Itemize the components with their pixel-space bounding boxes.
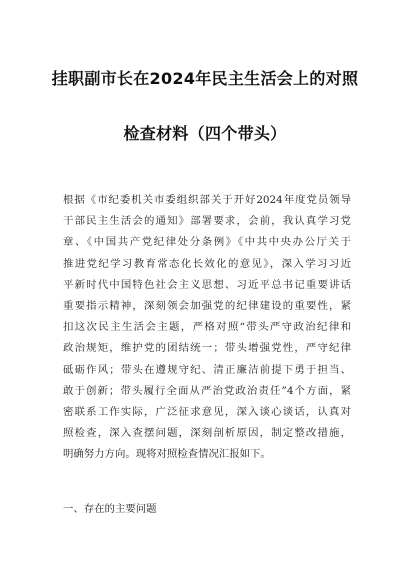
body-line: 干部民主生活会的通知》部署要求，会前，我认真学习党: [63, 215, 351, 228]
body-line: 政治规矩，维护党的团结统一；带头增强党性，严守纪律: [63, 342, 351, 355]
body-line: 重要指示精神，深刻领会加强党的纪律建设的重要性，紧: [63, 300, 351, 313]
body-line: 密联系工作实际，广泛征求意见，深入谈心谈话，认真对: [63, 406, 351, 419]
body-line: 扣这次民主生活会主题，严格对照“带头严守政治纪律和: [63, 321, 351, 334]
body-line: 明确努力方向。现将对照检查情况汇报如下。: [63, 448, 271, 461]
body-paragraph: [63, 190, 351, 466]
document-title-line-1: 挂职副市长在2024年民主生活会上的对照: [51, 69, 359, 88]
body-line: 平新时代中国特色社会主义思想、习近平总书记重要讲话: [63, 278, 351, 291]
section-heading: 一、存在的主要问题: [63, 503, 157, 515]
body-line: 章、《中国共产党纪律处分条例》《中共中央办公厅关于: [63, 236, 351, 249]
document-title-line-2: 检查材料（四个带头）: [123, 124, 287, 143]
body-line: 照检查，深入查摆问题，深刻剖析原因，制定整改措施，: [63, 427, 351, 440]
body-line: 敢于创新；带头履行全面从严治党政治责任”4个方面，紧: [63, 384, 351, 397]
body-line: 根据《市纪委机关市委组织部关于开好2024年度党员领导: [63, 194, 351, 206]
body-line: 砥砺作风；带头在遵规守纪、清正廉洁前提下勇于担当、: [63, 363, 351, 376]
body-line: 推进党纪学习教育常态化长效化的意见》，深入学习习近: [63, 257, 351, 270]
